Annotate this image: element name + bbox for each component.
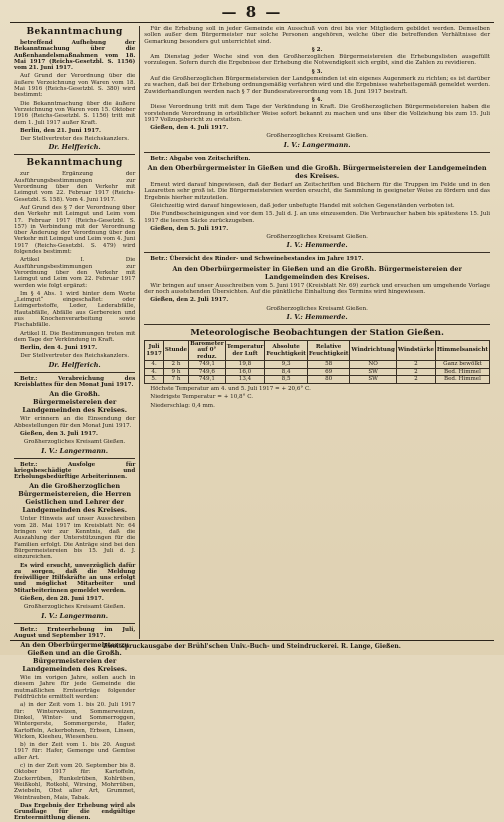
table-cell: 7 h: [163, 376, 188, 384]
notice-paragraph: Auf Grund des § 7 der Verordnung über den Verkehr mit Leimgut und Leim vom 17. Februar 1917 (Reichs-Gesetzbl. S. 157) in Verbindung mit der Verordnung über Änderung der Verordnung über den Verkehr mit Leimgut und Leim vom 4. Juni 1917 (Reichs-Gesetzbl. S. 479) wird folgendes bestimmt:: [14, 204, 136, 256]
notice-addressee: An die Großh. Bürgermeistereien der Landgemeinden des Kreises.: [22, 390, 127, 415]
table-cell: 9 h: [163, 368, 188, 376]
notice-paragraph: Wir erinnern an die Einsendung der Abbestellungen für den Monat Juni 1917.: [14, 416, 136, 429]
notice-paragraph: Die Fundbescheinigungen sind vor dem 15. Juli d. J. an uns einzusenden. Die Verbraucher haben bis spätestens 15. Juli 1917 die leeren Säcke zurückzugeben.: [144, 211, 490, 224]
table-cell: 8,4: [265, 368, 308, 376]
notice-addressee: An die Großherzoglichen Bürgermeistereien, die Herren Geistlichen und Lehrer der Landgemeinden des Kreises.: [18, 482, 132, 515]
divider: [14, 623, 135, 624]
table-cell: 2 h: [163, 361, 188, 369]
notice-place-date: Gießen, den 3. Juli 1917.: [20, 430, 98, 437]
notice-paragraph: Das Ergebnis der Erhebung wird als Grundlage für die endgültige Ernteermittlung dienen.: [14, 802, 136, 822]
notice-place-date: Gießen, den 2. Juli 1917.: [150, 297, 229, 304]
table-cell: SW: [350, 368, 396, 376]
table-row: [145, 361, 490, 369]
notice-article: Artikel I. Die Ausführungsbestimmungen zur Verordnung über den Verkehr mit Leimgut und Leim vom 22. Februar 1917 werden wie folgt ergänzt:: [14, 257, 136, 289]
weather-note: Niederschlag: 0,4 mm.: [150, 402, 215, 409]
divider: [144, 152, 490, 153]
table-cell: 2: [396, 361, 435, 369]
table-cell: SW: [350, 376, 396, 384]
weather-col-header: Temperatur der Luft: [225, 340, 265, 361]
notice-list-item: a) in der Zeit vom 1. bis 20. Juli 1917 für: Winterweizen, Sommerweizen, Dinkel, Winter- und Sommerroggen, Wintergerste, Sommergerste, Hafer, Kartoffeln, Ackerbohnen, Erbsen, Linsen, Wicken, Kleeheu, Wiesenheu.: [14, 702, 136, 740]
notice-place-date: Gießen, den 5. Juli 1917.: [150, 225, 229, 232]
notice-paragraph: Auf Grund der Verordnung über die äußere Verzeichnung von Waren vom 18. Mai 1916 (Reichs-Gesetzbl. S. 380) wird bestimmt:: [14, 73, 136, 99]
weather-note: Höchste Temperatur am 4. und 5. Juli 1917 = + 20,6° C.: [150, 385, 311, 392]
notice-office: Großherzogliches Kreisamt Gießen.: [266, 234, 368, 241]
divider: [14, 372, 135, 373]
notice-office: Großherzogliches Kreisamt Gießen.: [266, 305, 368, 312]
notice-office: Der Stellvertreter des Reichskanzlers.: [20, 353, 130, 360]
notice-addressee: An den Oberbürgermeister zu Gießen und an die Großh. Bürgermeistereien der Landgemeinden des Kreises.: [20, 641, 129, 674]
notice-list-item: c) in der Zeit vom 20. September bis 8. Oktober 1917 für: Kartoffeln, Zuckerrüben, Runkelrüben, Kohlrüben, Weißkohl, Rotkohl, Wirsing, Mohrrüben, Zwiebeln, Obst aller Art, Grummet, Weintrauben, Mais, Tabak.: [14, 763, 136, 801]
notice-place-date: Gießen, den 28. Juni 1917.: [20, 596, 104, 602]
table-cell: 80: [307, 376, 350, 384]
table-cell: 749,1: [189, 361, 226, 369]
notice-paragraph: Die Bekanntmachung über die äußere Verzeichnung von Waren vom 15. Oktober 1916 (Reichs-Gesetzbl. S. 1156) tritt mit dem 1. Juli 1917 außer Kraft.: [14, 100, 136, 126]
table-cell: NO: [350, 361, 396, 369]
right-column: [140, 26, 494, 639]
table-cell: Bed. Himmel: [435, 376, 489, 384]
table-cell: 69: [307, 368, 350, 376]
weather-col-header: Stunde: [163, 340, 188, 361]
divider: [14, 154, 135, 155]
weather-col-header: Relative Feuchtigkeit: [307, 340, 350, 361]
weather-note: Niedrigste Temperatur = + 10,8° C.: [150, 394, 254, 401]
notice-signature: I. V.: Langermann.: [41, 446, 109, 455]
notice-paragraph: Im § 4 Abs. 1 wird hinter dem Worte „Leimgut“ eingeschaltet: oder Leimgerbstoffe, Leder, Lederabfälle, Hautabfälle, Abfälle aus Gerbereien und aus Knochenverarbeitung sowie Fischabfälle.: [14, 290, 136, 329]
notice-addressee: An den Oberbürgermeister in Gießen und an die Großh. Bürgermeistereien der Landgemeinden des Kreises.: [172, 264, 462, 281]
table-cell: 749,1: [189, 376, 226, 384]
table-cell: 5.: [145, 376, 164, 384]
notice-place-date: Berlin, den 21. Juni 1917.: [20, 127, 101, 134]
notice-subtitle: zur Ergänzung der Ausführungsbestimmungen zur Verordnung über den Verkehr mit Leimgut vom 22. Februar 1917 (Reichs-Gesetzbl. S. 158). Vom 4. Juni 1917.: [14, 171, 136, 203]
table-cell: 9,3: [265, 361, 308, 369]
notice-signature: I. V.: Hemmerde.: [286, 312, 348, 321]
notice-title: Bekanntmachung: [26, 158, 123, 169]
notice-subject: Betr.: Ausfolge für kriegsbeschädigte und Erholungsbedürftige Arbeiterinnen.: [14, 461, 136, 481]
table-cell: 16,0: [225, 368, 265, 376]
page-number: — 8 —: [221, 3, 283, 21]
notice-addressee: An den Oberbürgermeister in Gießen und die Großh. Bürgermeistereien der Landgemeinden des Kreises.: [147, 164, 487, 181]
notice-signature: Dr. Helfferich.: [48, 143, 101, 152]
notice-office: Großherzogliches Kreisamt Gießen.: [23, 439, 126, 446]
notice-subject: Betr.: Übersicht des Rinder- und Schweinebestandes im Jahre 1917.: [150, 256, 364, 263]
table-cell: Ganz bewölkt: [435, 361, 489, 369]
table-cell: 4.: [145, 368, 164, 376]
notice-subject: Betr.: Verabreichung des Kreisblattes für den Monat Juni 1917.: [14, 375, 136, 389]
table-cell: 13,4: [225, 376, 265, 384]
notice-paragraph: Am Dienstag jeder Woche sind von den Großherzoglichen Bürgermeistereien die Erhebungslisten ausgefüllt vorzulegen. Sofern durch die Ergebnisse der Erhebung die Notwendigkeit sich ergibt, sind die Zahlen zu revidieren.: [144, 54, 490, 67]
notice-list-item: b) in der Zeit vom 1. bis 20. August 1917 für: Hafer, Gemenge und Gemüse aller Art.: [14, 742, 136, 761]
table-cell: 19,8: [225, 361, 265, 369]
header-rule: [10, 22, 494, 23]
notice-paragraph: Gleichzeitig wird darauf hingewiesen, daß jeder unbefugte Handel mit solchen Gegenständen verboten ist.: [150, 202, 455, 209]
weather-col-header: Absolute Feuchtigkeit: [265, 340, 308, 361]
notice-subtitle: betreffend Aufhebung der Bekanntmachung über die Außenhandelsmaßnahmen vom 18. Mai 1917 (Reichs-Gesetzbl. S. 1156) vom 21. Juni 1917.: [14, 40, 136, 72]
weather-table: [144, 340, 490, 384]
table-cell: 8,5: [265, 376, 308, 384]
notice-paragraph: Es wird ersucht, unverzüglich dafür zu sorgen, daß die Meldung freiwilliger Hilfskräfte an uns erfolgt und möglichst Mitarbeiter und Mitarbeiterinnen gemeldet werden.: [14, 562, 136, 594]
weather-title: Meteorologische Beobachtungen der Station Gießen.: [190, 327, 444, 338]
printer-imprint: Zweitspruckausgabe der Brühl'schen Univ.-Buch- und Steindruckerei. R. Lange, Gießen.: [10, 640, 494, 653]
notice-paragraph: Wir bringen auf unser Ausschreiben vom 5. Juni 1917 (Kreisblatt Nr. 69) zurück und ersuchen um umgehende Vorlage der noch ausstehenden Übersichten. Auf die pünktliche Einhaltung des Termins wird hingewiesen.: [144, 282, 490, 296]
table-cell: 2: [396, 368, 435, 376]
divider: [144, 252, 490, 253]
notice-office: Großherzogliches Kreisamt Gießen.: [266, 133, 368, 140]
table-cell: 58: [307, 361, 350, 369]
notice-paragraph: Auf die Großherzoglichen Bürgermeistereien der Landgemeinden ist ein eigenes Augenmerk zu richten; es ist darüber zu wachen, daß bei der Erhebung ordnungsmäßig verfahren wird und die Ergebnisse wahrheitsgemäß gemeldet werden. Zuwiderhandlungen werden nach § 7 der Bundesratsverordnung vom 18. Juni 1917 bestraft.: [144, 76, 490, 95]
section-number: § 2.: [311, 46, 323, 53]
divider: [14, 458, 135, 459]
left-column: [10, 26, 139, 822]
notice-paragraph: Wie im vorigen Jahre, sollen auch in diesem Jahre für jede Gemeinde die mutmaßlichen Ernteerträge folgender Feldfrüchte ermittelt werden:: [14, 675, 136, 701]
notice-paragraph: Erneut wird darauf hingewiesen, daß der Bedarf an Zeitschriften und Büchern für die Truppen im Felde und in den Lazaretten sehr groß ist. Die Bürgermeistereien werden ersucht, die Sammlung in geeigneter Weise zu fördern und das Ergebnis hierher mitzuteilen.: [144, 182, 490, 201]
table-cell: Bed. Himmel: [435, 368, 489, 376]
notice-signature: I. V.: Langermann.: [41, 611, 109, 620]
section-number: § 3.: [311, 68, 323, 75]
table-cell: 2: [396, 376, 435, 384]
weather-col-header: Windrichtung: [350, 340, 396, 361]
notice-subject: Betr.: Ernteerhebung im Juli, August und September 1917.: [14, 626, 136, 639]
notice-signature: Dr. Helfferich.: [48, 360, 101, 369]
weather-col-header: Juli 1917: [145, 340, 164, 361]
section-number: § 4.: [311, 96, 323, 103]
notice-paragraph: Unter Hinweis auf unser Ausschreiben vom 28. Mai 1917 im Kreisblatt Nr. 64 bringen wir zur Kenntnis, daß die Auszahlung der Unterstützungen für die Familien erfolgt. Die Anträge sind bei den Bürgermeistereien bis 15. Juli d. J. einzureichen.: [14, 516, 136, 561]
notice-office: Der Stellvertreter des Reichskanzlers.: [20, 136, 130, 143]
notice-office: Großherzogliches Kreisamt Gießen.: [23, 604, 126, 611]
notice-subject: Betr.: Abgabe von Zeitschriften.: [150, 155, 251, 162]
notice-signature: I. V.: Hemmerde.: [286, 241, 348, 250]
weather-col-header: Windstärke: [396, 340, 435, 361]
table-row: [145, 368, 490, 376]
table-row: [145, 376, 490, 384]
notice-place-date: Berlin, den 4. Juni 1917.: [20, 345, 98, 352]
notice-title: Bekanntmachung: [26, 27, 123, 37]
notice-signature: I. V.: Langermann.: [283, 140, 351, 149]
notice-article: Artikel II. Die Bestimmungen treten mit dem Tage der Verkündung in Kraft.: [14, 330, 136, 343]
weather-col-header: Himmelsansicht: [435, 340, 489, 361]
notice-paragraph: Für die Erhebung soll in jeder Gemeinde ein Ausschuß von drei bis vier Mitgliedern gebildet werden. Demselben sollen außer dem Bürgermeister nur solche Personen angehören, welche über die betreffenden Verhältnisse der Gemarkung besonders gut unterrichtet sind.: [144, 26, 490, 45]
table-cell: 4.: [145, 361, 164, 369]
divider: [144, 324, 490, 325]
notice-paragraph: Diese Verordnung tritt mit dem Tage der Verkündung in Kraft. Die Großherzoglichen Bürgermeistereien haben die vorstehende Verordnung in ortsüblicher Weise sofort bekannt zu machen und uns über die Vollziehung bis zum 15. Juli 1917 Vollzugsbericht zu erstatten.: [144, 104, 490, 123]
weather-col-header: Barometer auf 0° reduz.: [190, 340, 224, 360]
notice-place-date: Gießen, den 4. Juli 1917.: [150, 125, 229, 132]
table-cell: 749,6: [189, 368, 226, 376]
